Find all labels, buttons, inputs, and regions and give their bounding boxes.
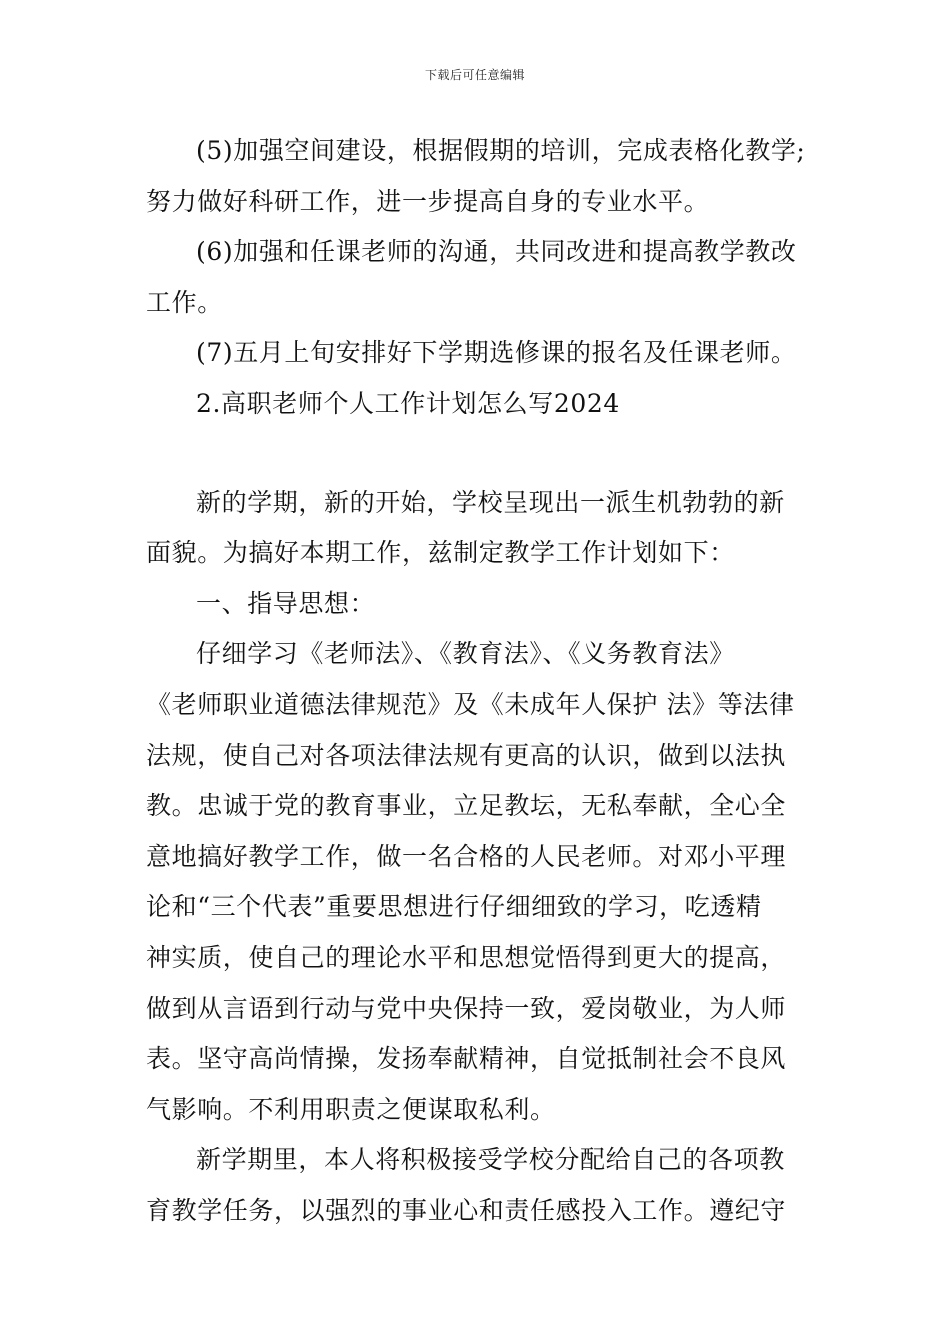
section-heading: 2.高职老师个人工作计划怎么写2024: [196, 388, 620, 418]
paragraph-line: 做到从言语到行动与党中央保持一致，爱岗敬业，为人师: [146, 993, 787, 1023]
paragraph-line: 新学期里，本人将积极接受学校分配给自己的各项教: [196, 1145, 785, 1175]
paragraph-line: (5)加强空间建设，根据假期的培训，完成表格化教学;: [196, 136, 806, 165]
paragraph-line: 表。坚守高尚情操，发扬奉献精神，自觉抵制社会不良风: [146, 1044, 787, 1074]
paragraph-line: 教。忠诚于党的教育事业，立足教坛，无私奉献，全心全: [146, 791, 787, 821]
paragraph-line: 《老师职业道德法律规范》及《未成年人保护 法》等法律: [146, 689, 795, 719]
blank-spacer: [146, 430, 826, 478]
paragraph-line: 法规，使自己对各项法律法规有更高的认识，做到以法执: [146, 740, 787, 770]
paragraph-line: 工作。: [146, 287, 223, 317]
document-body: [146, 126, 826, 1236]
paragraph-line: 面貌。为搞好本期工作，兹制定教学工作计划如下：: [146, 538, 735, 568]
paragraph-line: 仔细学习《老师法》、《教育法》、《义务教育法》: [196, 639, 735, 669]
page-header: 下载后可任意编辑: [424, 68, 525, 82]
paragraph-line: 论和“三个代表”重要思想进行仔细细致的学习，吃透精: [146, 892, 762, 922]
paragraph-line: 育教学任务，以强烈的事业心和责任感投入工作。遵纪守: [146, 1195, 787, 1225]
paragraph-line: 意地搞好教学工作，做一名合格的人民老师。对邓小平理: [146, 841, 787, 871]
paragraph-line: 新的学期，新的开始，学校呈现出一派生机勃勃的新: [196, 487, 785, 517]
paragraph-line: (7)五月上旬安排好下学期选修课的报名及任课老师。: [196, 338, 797, 368]
paragraph-line: (6)加强和任课老师的沟通，共同改进和提高教学教改: [196, 237, 797, 267]
subsection-heading: 一、指导思想：: [196, 588, 376, 618]
paragraph-line: 神实质，使自己的理论水平和思想觉悟得到更大的提高，: [146, 942, 787, 972]
paragraph-line: 气影响。不利用职责之便谋取私利。: [146, 1094, 556, 1124]
paragraph-line: 努力做好科研工作，进一步提高自身的专业水平。: [146, 186, 710, 216]
